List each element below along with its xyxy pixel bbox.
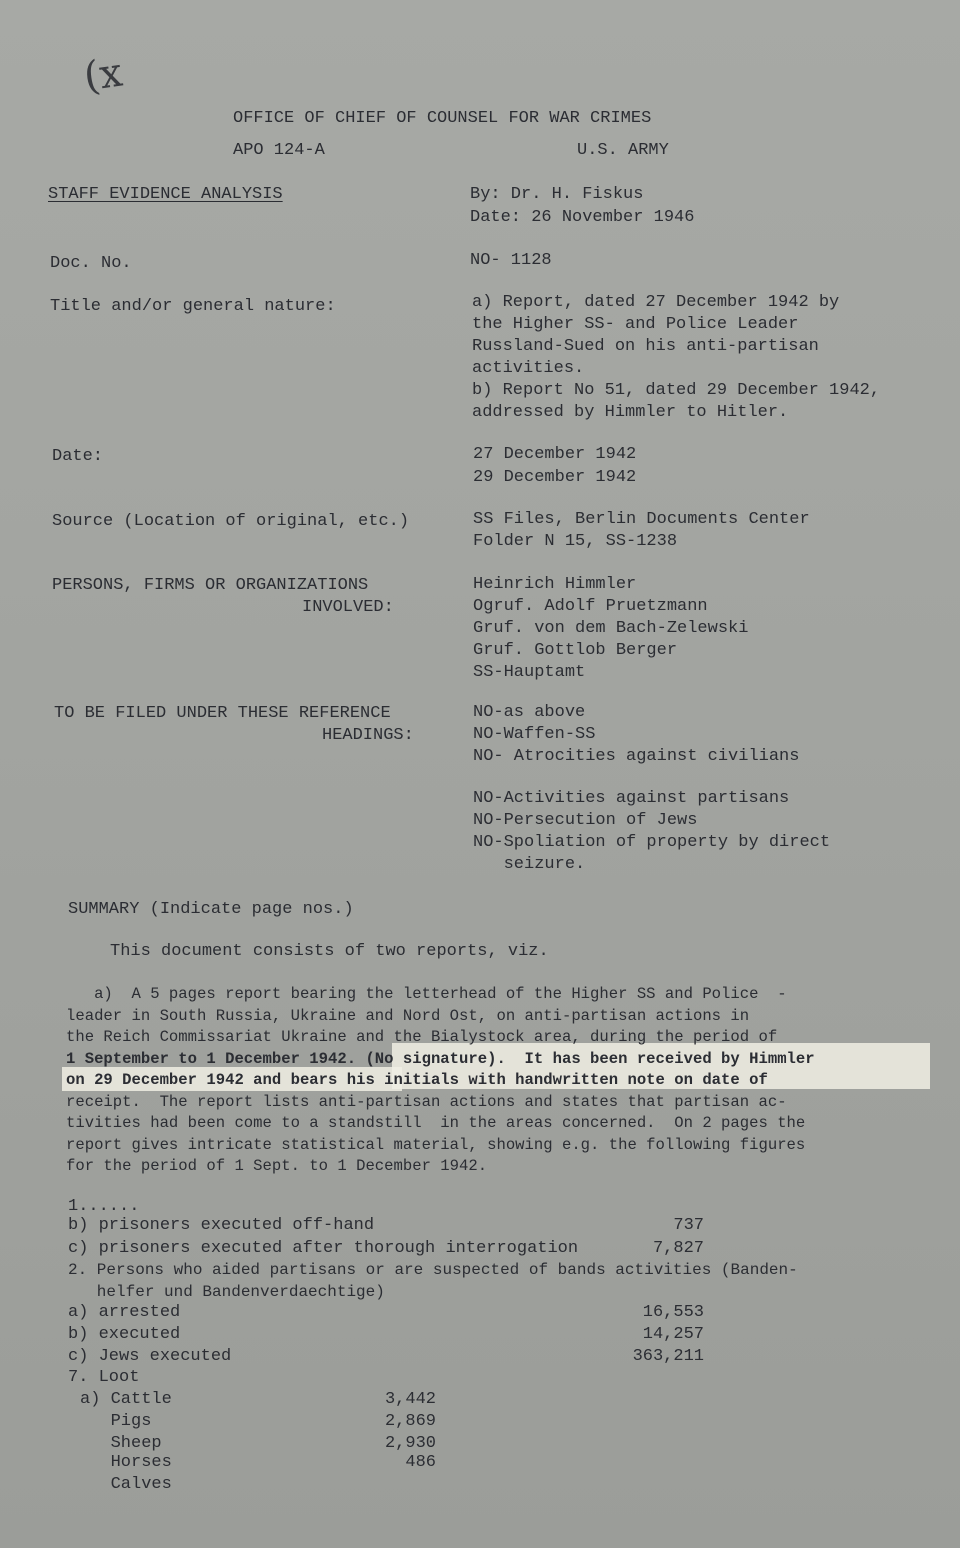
- doc-no-label: Doc. No.: [50, 254, 132, 273]
- filed-label-2: HEADINGS:: [322, 726, 414, 745]
- filed-item: NO-Persecution of Jews: [473, 811, 698, 830]
- figure-row-value: 16,553: [642, 1303, 704, 1322]
- summary-line: receipt. The report lists anti-partisan actions and states that partisan ac-: [66, 1092, 787, 1111]
- figure-item-2-sub: helfer und Bandenverdaechtige): [68, 1283, 385, 1301]
- person-item: Heinrich Himmler: [473, 575, 637, 594]
- summary-intro: This document consists of two reports, viz.: [110, 942, 549, 961]
- persons-label-2: INVOLVED:: [302, 598, 394, 617]
- figure-row-value: 14,257: [642, 1325, 704, 1344]
- office-title: OFFICE OF CHIEF OF COUNSEL FOR WAR CRIMES: [233, 109, 652, 128]
- figure-row-value: 363,211: [632, 1347, 704, 1366]
- date-line: 27 December 1942: [473, 445, 637, 464]
- summary-line: report gives intricate statistical material, showing e.g. the following figures: [66, 1135, 806, 1154]
- summary-line: leader in South Russia, Ukraine and Nord Ost, on anti-partisan actions in: [66, 1006, 750, 1025]
- summary-heading: SUMMARY (Indicate page nos.): [68, 900, 354, 919]
- figure-row-value: 737: [673, 1216, 704, 1235]
- loot-value: 486: [405, 1453, 436, 1472]
- loot-label: Calves: [80, 1475, 172, 1494]
- handwritten-mark-icon: (x: [80, 49, 126, 101]
- figure-row-label: c) prisoners executed after thorough interrogation: [68, 1239, 579, 1258]
- figure-row-value: 7,827: [652, 1239, 704, 1258]
- summary-line: the Reich Commissariat Ukraine and the Bialystock area, during the period of: [66, 1028, 778, 1046]
- person-item: SS-Hauptamt: [473, 663, 586, 682]
- loot-value: 2,869: [384, 1412, 436, 1431]
- loot-value: 3,442: [384, 1390, 436, 1409]
- army-label: U.S. ARMY: [577, 141, 669, 160]
- date-line: 29 December 1942: [473, 468, 637, 487]
- filed-item: NO-as above: [473, 703, 586, 722]
- title-line: addressed by Himmler to Hitler.: [472, 403, 789, 422]
- title-line: b) Report No 51, dated 29 December 1942,: [472, 381, 881, 400]
- figure-row-label: b) prisoners executed off-hand: [68, 1216, 375, 1235]
- title-line: a) Report, dated 27 December 1942 by: [472, 293, 840, 312]
- filed-item: NO-Spoliation of property by direct: [473, 833, 831, 852]
- summary-line: a) A 5 pages report bearing the letterhead of the Higher SS and Police -: [66, 985, 787, 1003]
- loot-label: a) Cattle: [80, 1390, 172, 1409]
- filed-label: TO BE FILED UNDER THESE REFERENCE: [54, 704, 391, 723]
- loot-label: Pigs: [80, 1412, 152, 1431]
- filed-list: [473, 702, 830, 876]
- filed-item: NO-Activities against partisans: [473, 789, 790, 808]
- person-item: Gruf. Gottlob Berger: [473, 641, 678, 660]
- title-block: [472, 292, 880, 424]
- loot-label: Sheep: [80, 1434, 162, 1453]
- analyst-name: By: Dr. H. Fiskus: [470, 185, 644, 204]
- loot-value: 2,930: [384, 1434, 436, 1453]
- person-item: Gruf. von dem Bach-Zelewski: [473, 619, 749, 638]
- title-label: Title and/or general nature:: [50, 297, 336, 316]
- figure-row-label: b) executed: [68, 1325, 181, 1344]
- source-line: Folder N 15, SS-1238: [473, 532, 678, 551]
- persons-label: PERSONS, FIRMS OR ORGANIZATIONS: [52, 576, 369, 595]
- filed-item: NO- Atrocities against civilians: [473, 747, 800, 766]
- summary-paragraph: [66, 984, 815, 1178]
- filed-item: NO-Waffen-SS: [473, 725, 596, 744]
- figure-item-1: 1......: [68, 1197, 140, 1216]
- apo-number: APO 124-A: [233, 141, 325, 160]
- analysis-heading: STAFF EVIDENCE ANALYSIS: [48, 185, 283, 204]
- figure-item-7: 7. Loot: [68, 1368, 140, 1387]
- source-line: SS Files, Berlin Documents Center: [473, 510, 810, 529]
- summary-line: on 29 December 1942 and bears his initials with handwritten note on date of: [66, 1071, 768, 1089]
- source-label: Source (Location of original, etc.): [52, 512, 410, 531]
- analysis-date: Date: 26 November 1946: [470, 208, 695, 227]
- doc-no-value: NO- 1128: [470, 251, 552, 270]
- figure-row-label: a) arrested: [68, 1303, 181, 1322]
- title-line: the Higher SS- and Police Leader: [472, 315, 799, 334]
- title-line: activities.: [472, 359, 585, 378]
- figure-item-2: 2. Persons who aided partisans or are suspected of bands activities (Banden-: [68, 1261, 798, 1279]
- persons-list: [473, 574, 748, 684]
- title-line: Russland-Sued on his anti-partisan: [472, 337, 819, 356]
- summary-line: tivities had been come to a standstill in the areas concerned. On 2 pages the: [66, 1114, 806, 1132]
- summary-line: for the period of 1 Sept. to 1 December 1942.: [66, 1157, 488, 1175]
- summary-line: 1 September to 1 December 1942. (No signature). It has been received by Himmler: [66, 1049, 815, 1068]
- figure-row-label: c) Jews executed: [68, 1347, 232, 1366]
- date-label: Date:: [52, 447, 104, 466]
- filed-item: seizure.: [473, 855, 586, 874]
- person-item: Ogruf. Adolf Pruetzmann: [473, 597, 708, 616]
- loot-label: Horses: [80, 1453, 172, 1472]
